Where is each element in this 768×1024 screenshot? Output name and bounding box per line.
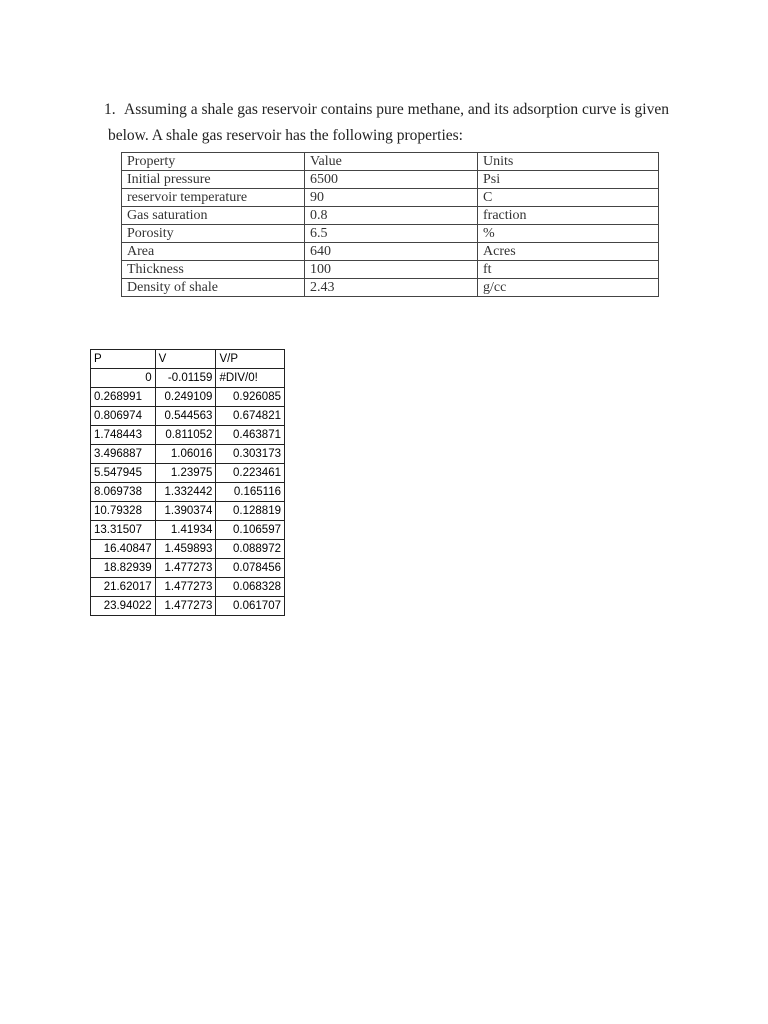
table-cell: 1.390374 [155, 502, 216, 521]
table-cell: 16.40847 [91, 540, 156, 559]
table-cell: 3.496887 [91, 445, 156, 464]
column-header: V [155, 350, 216, 369]
table-cell: 6500 [305, 171, 478, 189]
table-cell: 13.31507 [91, 521, 156, 540]
table-cell: 1.477273 [155, 559, 216, 578]
table-cell: 0.811052 [155, 426, 216, 445]
table-row [91, 407, 285, 426]
table-cell: 0.078456 [216, 559, 285, 578]
table-row [122, 207, 659, 225]
table-cell: 1.459893 [155, 540, 216, 559]
table-cell: 0.165116 [216, 483, 285, 502]
table-cell: 0.068328 [216, 578, 285, 597]
table-row [91, 369, 285, 388]
column-header: Value [305, 153, 478, 171]
table-cell: 0 [91, 369, 156, 388]
table-cell: 8.069738 [91, 483, 156, 502]
table-cell: 1.477273 [155, 597, 216, 616]
table-cell: C [478, 189, 659, 207]
table-row [122, 171, 659, 189]
table-cell: 0.128819 [216, 502, 285, 521]
table-cell: 18.82939 [91, 559, 156, 578]
table-cell: Gas saturation [122, 207, 305, 225]
table-cell: 2.43 [305, 279, 478, 297]
table-cell: Porosity [122, 225, 305, 243]
table-cell: 1.477273 [155, 578, 216, 597]
question-line-1: Assuming a shale gas reservoir contains pure methane, and its adsorption curve is given [124, 101, 669, 118]
table-cell: reservoir temperature [122, 189, 305, 207]
column-header: V/P [216, 350, 285, 369]
table-row [91, 578, 285, 597]
table-cell: 0.463871 [216, 426, 285, 445]
table-cell: 1.41934 [155, 521, 216, 540]
table-cell: % [478, 225, 659, 243]
table-row [91, 502, 285, 521]
table-row [122, 225, 659, 243]
table-row [91, 559, 285, 578]
table-cell: 0.8 [305, 207, 478, 225]
table-cell: 0.061707 [216, 597, 285, 616]
table-row [91, 464, 285, 483]
table-row [122, 243, 659, 261]
table-cell: 1.748443 [91, 426, 156, 445]
table-cell: Area [122, 243, 305, 261]
table-cell: 0.249109 [155, 388, 216, 407]
table-header-row [91, 350, 285, 369]
adsorption-data-table [90, 349, 285, 616]
table-cell: 23.94022 [91, 597, 156, 616]
question-line-2: below. A shale gas reservoir has the following properties: [108, 127, 463, 144]
table-cell: 0.223461 [216, 464, 285, 483]
table-cell: 10.79328 [91, 502, 156, 521]
table-cell: 100 [305, 261, 478, 279]
table-cell: 5.547945 [91, 464, 156, 483]
table-cell: Density of shale [122, 279, 305, 297]
column-header: Units [478, 153, 659, 171]
table-cell: 90 [305, 189, 478, 207]
table-row [122, 261, 659, 279]
table-row [122, 279, 659, 297]
table-cell: Thickness [122, 261, 305, 279]
table-cell: 1.23975 [155, 464, 216, 483]
table-cell: -0.01159 [155, 369, 216, 388]
table-cell: fraction [478, 207, 659, 225]
table-cell: 1.06016 [155, 445, 216, 464]
table-row [91, 540, 285, 559]
table-row [91, 445, 285, 464]
column-header: Property [122, 153, 305, 171]
table-cell: 0.806974 [91, 407, 156, 426]
table-cell: 640 [305, 243, 478, 261]
table-row [91, 426, 285, 445]
table-row [91, 388, 285, 407]
reservoir-properties-table [121, 152, 659, 297]
table-cell: Acres [478, 243, 659, 261]
table-cell: 6.5 [305, 225, 478, 243]
table-row [122, 189, 659, 207]
table-cell: 0.268991 [91, 388, 156, 407]
table-row [91, 483, 285, 502]
table-cell: 0.088972 [216, 540, 285, 559]
table-row [91, 521, 285, 540]
table-cell: 0.544563 [155, 407, 216, 426]
column-header: P [91, 350, 156, 369]
table-cell: 0.674821 [216, 407, 285, 426]
table-cell: g/cc [478, 279, 659, 297]
table-cell: 0.926085 [216, 388, 285, 407]
table-cell: #DIV/0! [216, 369, 285, 388]
question-number: 1. [104, 101, 116, 118]
table-cell: 21.62017 [91, 578, 156, 597]
table-cell: 0.303173 [216, 445, 285, 464]
table-row [91, 597, 285, 616]
table-cell: 1.332442 [155, 483, 216, 502]
table-cell: Psi [478, 171, 659, 189]
table-cell: ft [478, 261, 659, 279]
table-cell: Initial pressure [122, 171, 305, 189]
table-cell: 0.106597 [216, 521, 285, 540]
table-header-row [122, 153, 659, 171]
